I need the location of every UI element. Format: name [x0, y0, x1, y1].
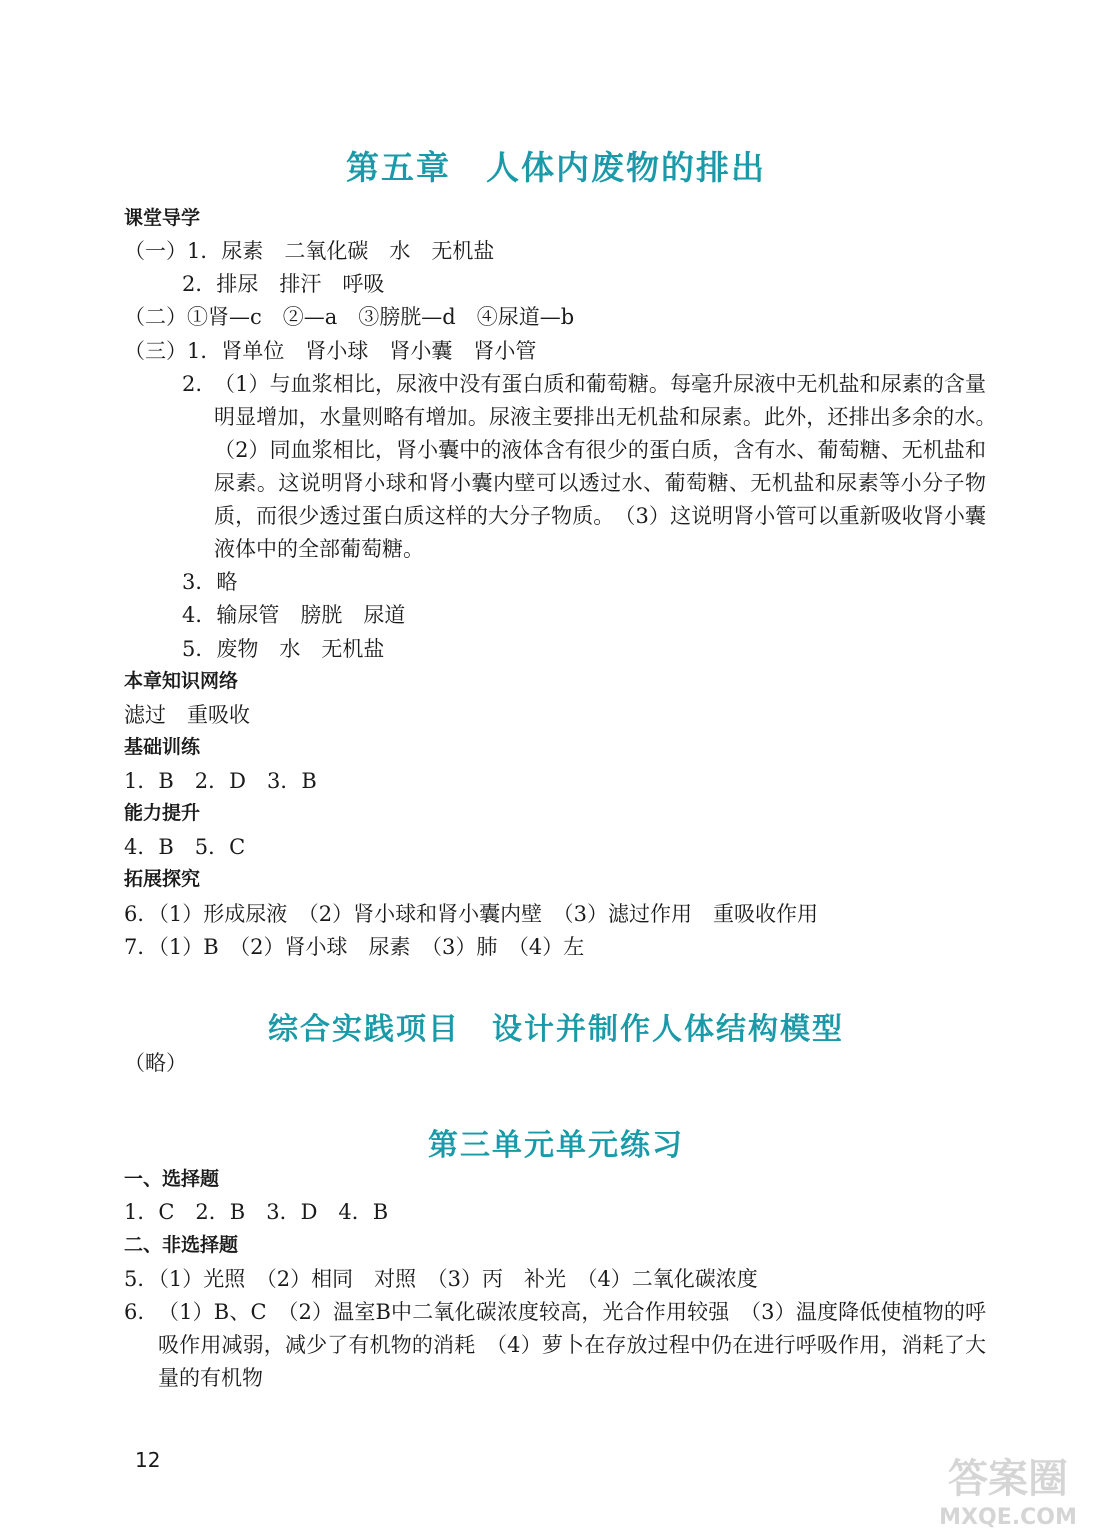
item-6-number: 6. [124, 1300, 145, 1324]
section-tuozhan: 拓展探究 [124, 868, 201, 890]
line-7: 4．输尿管 膀胱 尿道 [182, 603, 406, 627]
line-15: 1．C 2．B 3．D 4．B [124, 1200, 389, 1224]
line-14: （略） [124, 1051, 187, 1075]
line-6: 3．略 [182, 570, 238, 594]
line-8: 5．废物 水 无机盐 [182, 637, 385, 661]
project-title: 综合实践项目 设计并制作人体结构模型 [268, 1012, 844, 1047]
line-4: （三）1．肾单位 肾小球 肾小囊 肾小管 [124, 339, 537, 363]
section-nengli: 能力提升 [124, 802, 201, 824]
item-2-paragraph: （1）与血浆相比，尿液中没有蛋白质和葡萄糖。每毫升尿液中无机盐和尿素的含量明显增加，水量则略有增加。尿液主要排出无机盐和尿素。此外，还排出多余的水。 （2）同血浆相比，肾小囊中的液体含有很少的蛋白质，含有水、葡萄糖、无机盐和尿素。这说明肾小球和肾小囊内壁可以透过水、葡萄糖、无机盐和尿素等小分子物质，而很少透过蛋白质这样的大分子物质。 （3）这说明肾小管可以重新吸收肾小囊液体中的全部葡萄糖。 [214, 372, 1007, 561]
line-3: （二）①肾—c ②—a ③膀胱—d ④尿道—b [124, 305, 575, 329]
item-6-paragraph: （1）B、C （2）温室B中二氧化碳浓度较高，光合作用较强 （3）温度降低使植物的呼吸作用减弱，减少了有机物的消耗 （4）萝卜在存放过程中仍在进行呼吸作用，消耗了大量的有机物 [158, 1300, 986, 1390]
watermark-logo [918, 1444, 1098, 1530]
watermark-url-text: MXQE.COM [939, 1505, 1077, 1530]
unit-title: 第三单元单元练习 [428, 1128, 684, 1163]
line-9: 滤过 重吸收 [124, 703, 250, 727]
watermark-icon [918, 1444, 1098, 1530]
line-11: 4．B 5．C [124, 835, 246, 859]
item-2-number: 2. [182, 372, 203, 396]
section-jichu: 基础训练 [124, 736, 201, 758]
line-2: 2．排尿 排汗 呼吸 [182, 272, 385, 296]
section-ketang: 课堂导学 [124, 207, 201, 229]
watermark-top-text: 答案圈 [948, 1456, 1068, 1502]
line-10: 1．B 2．D 3．B [124, 769, 317, 793]
line-12: 6．（1）形成尿液 （2）肾小球和肾小囊内壁 （3）滤过作用 重吸收作用 [124, 902, 818, 926]
section-xuanze: 一、选择题 [124, 1168, 220, 1190]
chapter-title: 第五章 人体内废物的排出 [346, 148, 766, 187]
section-feixuanze: 二、非选择题 [124, 1234, 239, 1256]
line-13: 7．（1）B （2）肾小球 尿素 （3）肺 （4）左 [124, 935, 585, 959]
line-1: （一）1．尿素 二氧化碳 水 无机盐 [124, 239, 495, 263]
page-number: 12 [135, 1448, 161, 1472]
section-wangluo: 本章知识网络 [124, 670, 239, 692]
line-16: 5．（1）光照 （2）相同 对照 （3）丙 补光 （4）二氧化碳浓度 [124, 1267, 758, 1291]
